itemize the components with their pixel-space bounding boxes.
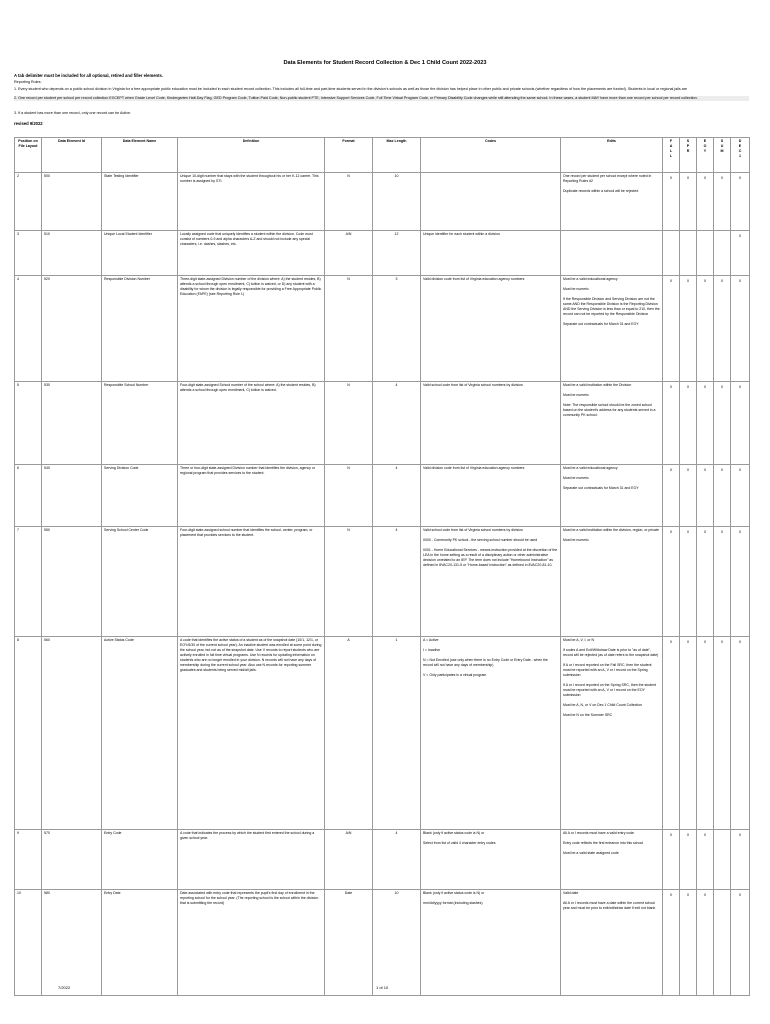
- edit-rule: If A or I record reported on the Fall SRC, then the student must be reported with an A, V or I record on the Spring submission: [563, 663, 652, 677]
- cell-format: Date: [325, 890, 373, 996]
- cell-position: 5: [15, 382, 42, 465]
- edit-rule: Must be numeric: [563, 287, 589, 291]
- flag-eoy: X: [697, 465, 714, 527]
- header-edits: Edits: [561, 138, 663, 173]
- cell-definition: Four-digit state-assigned School number of the school where: A) the student resides, B) attends a school through open enrollment, C) tuition is waived.: [178, 382, 325, 465]
- edit-rule: One record per student per school except where noted in Reporting Rules #2: [563, 174, 652, 183]
- cell-position: 10: [15, 890, 42, 996]
- table-header-row: [15, 138, 750, 173]
- flag-dec1: X: [731, 527, 750, 637]
- cell-max-length: 4: [373, 527, 421, 637]
- edit-rule: All A or I records must have a date within the current school year and must be prior to exit/withdraw date if exit not blank: [563, 901, 656, 910]
- delimiter-note: A tab delimiter must be included for all optional, retired and filler elements.: [14, 73, 163, 78]
- edit-rule: If codes A and Exit/Withdraw Date is prior to "as of date", record will be rejected (as of date refers to the snapshot date): [563, 648, 659, 657]
- footer-page-number: 1 of 10: [376, 985, 389, 990]
- flag-dec1: X: [731, 465, 750, 527]
- flag-eoy: X: [697, 382, 714, 465]
- edit-rule: Must be a valid educational agency: [563, 277, 618, 281]
- reporting-rule-3: 3. If a student has more than one record, only one record can be Active.: [14, 111, 132, 115]
- code-entry: Unique identifier for each student within a division: [423, 232, 500, 236]
- edit-rule: If the Responsible Division and Serving Division are not the same AND the Responsible Division is the Reporting Division AND the Serving Division is less than or equal to 210, then the record can not be reported by the Responsible Division: [563, 297, 660, 316]
- flag-sum: X: [714, 276, 731, 382]
- table-row: [15, 276, 750, 382]
- header-format: Format: [325, 138, 373, 173]
- flag-fall: X: [663, 890, 680, 996]
- flag-fall: X: [663, 276, 680, 382]
- flag-eoy: X: [697, 527, 714, 637]
- cell-element-name: Entry Date: [102, 890, 178, 996]
- table-row: [15, 465, 750, 527]
- cell-edits: [561, 637, 663, 830]
- edit-rule: Valid date: [563, 891, 579, 895]
- flag-fall: X: [663, 830, 680, 890]
- cell-element-name: Serving School Center Code: [102, 527, 178, 637]
- cell-definition: Locally assigned code that uniquely identifies a student within the division. Code must consist of numbers 0-9 and alpha characters A-Z and should not include any special characters, i.e. dashes, slashes, etc.: [178, 231, 325, 276]
- edit-rule: Must be a valid institution within the Division: [563, 383, 632, 387]
- revised-date: revised 9/2022: [14, 121, 43, 126]
- header-codes: Codes: [421, 138, 561, 173]
- edit-rule: Must be numeric: [563, 393, 589, 397]
- flag-eoy: X: [697, 173, 714, 231]
- edit-rule: Must be numeric: [563, 476, 589, 480]
- flag-eoy: X: [697, 276, 714, 382]
- flag-spr: X: [680, 830, 697, 890]
- flag-spr: X: [680, 890, 697, 996]
- reporting-rule-2: 2. One record per student per school per record collection EXCEPT when Grade Level Code, Kindergarten Half-Day Flag, GED Program Code, Tuition Paid Code, Non-public student PTE, Intensive Support Services Code, Full Time Virtual Program Code, or Primary Disability Code changes while still attending the same school. In these cases, a student MAY have more than one record per school per record collection.: [14, 96, 749, 101]
- code-entry: Valid division code from list of Virginia education agency numbers: [423, 466, 525, 470]
- header-sum: S U M: [714, 138, 731, 173]
- cell-definition: Three or four-digit state-assigned Division number that identifies the division, agency or regional program that provides services to the student.: [178, 465, 325, 527]
- flag-dec1: X: [731, 637, 750, 830]
- cell-max-length: 12: [373, 231, 421, 276]
- flag-spr: X: [680, 527, 697, 637]
- edit-rule: Entry code reflects the first entrance into this school: [563, 841, 644, 845]
- flag-fall: X: [663, 465, 680, 527]
- cell-element-name: Unique Local Student Identifier: [102, 231, 178, 276]
- cell-edits: [561, 231, 663, 276]
- flag-dec1: X: [731, 382, 750, 465]
- document-title: Data Elements for Student Record Collection & Dec 1 Child Count 2022-2023: [283, 60, 487, 66]
- flag-sum: X: [714, 637, 731, 830]
- cell-max-length: 4: [373, 382, 421, 465]
- header-element-name: Data Element Name: [102, 138, 178, 173]
- cell-format: N: [325, 382, 373, 465]
- header-fall: F A L L: [663, 138, 680, 173]
- edit-rule: Separate out contractuals for March 31 and EOY: [563, 322, 639, 326]
- cell-edits: [561, 527, 663, 637]
- cell-edits: [561, 830, 663, 890]
- flag-eoy: X: [697, 830, 714, 890]
- cell-codes: [421, 276, 561, 382]
- code-entry: Blank (only if active status code is N) or: [423, 891, 485, 895]
- cell-max-length: 4: [373, 830, 421, 890]
- cell-edits: [561, 382, 663, 465]
- cell-edits: [561, 276, 663, 382]
- flag-spr: X: [680, 276, 697, 382]
- code-entry: Valid school code from list of Virginia school numbers by division: [423, 383, 523, 387]
- header-eoy: E O Y: [697, 138, 714, 173]
- code-entry: N = Not Enrolled (use only when there is no Entry Code or Entry Date - when the record will not have any days of membership): [423, 658, 548, 667]
- cell-definition: A code that indicates the process by which the student first entered the school during a given school year.: [178, 830, 325, 890]
- cell-definition: Unique 10-digit number that stays with the student throughout his or her K-12 career. This number is assigned by STI.: [178, 173, 325, 231]
- edit-rule: If A or I record reported on the Spring SRC, then the student must be reported with an A, V or I record on the EOY submission: [563, 683, 656, 697]
- cell-codes: [421, 231, 561, 276]
- header-max-length: Max Length: [373, 138, 421, 173]
- header-position: Position on File Layout: [15, 138, 42, 173]
- cell-codes: [421, 637, 561, 830]
- flag-spr: X: [680, 637, 697, 830]
- cell-codes: [421, 890, 561, 996]
- flag-eoy: [697, 231, 714, 276]
- cell-position: 4: [15, 276, 42, 382]
- data-elements-table: [14, 137, 750, 996]
- flag-dec1: X: [731, 276, 750, 382]
- flag-sum: X: [714, 527, 731, 637]
- flag-dec1: X: [731, 173, 750, 231]
- flag-eoy: X: [697, 637, 714, 830]
- code-entry: mm/dd/yyyy format (including slashes): [423, 901, 483, 905]
- table-row: [15, 173, 750, 231]
- cell-position: 6: [15, 465, 42, 527]
- cell-element-name: Serving Division Code: [102, 465, 178, 527]
- cell-codes: [421, 830, 561, 890]
- cell-edits: [561, 890, 663, 996]
- table-row: [15, 527, 750, 637]
- cell-element-id: 570: [42, 830, 102, 890]
- cell-definition: Three-digit state-assigned Division number of the division where: A) the student resides, B) attends a school through open enrollment, C) tuition is waived, or D) any student with a disability for whom the division is legally responsible for providing a Free Appropriate Public Education (FAPE) (see Reporting Rule 1): [178, 276, 325, 382]
- edit-rule: Must be a valid institution within the division, region, or private: [563, 528, 659, 532]
- code-entry: 0001 - Home Educational Services - means instruction provided at the discretion of the LEA in the home setting as a result of a disciplinary action or other administrative decision unrelated to an IEP. The term does not include "Homebound Instruction" as defined in 8VAC20-131-5 or "Home-based Instruction" as defined in 8VAC20-81-10.: [423, 548, 558, 567]
- cell-max-length: 10: [373, 890, 421, 996]
- cell-element-id: 540: [42, 465, 102, 527]
- table-row: [15, 382, 750, 465]
- edit-rule: Separate out contractuals for March 31 and EOY: [563, 486, 639, 490]
- code-entry: Select from list of valid 4 character entry codes: [423, 841, 496, 845]
- flag-spr: X: [680, 173, 697, 231]
- flag-fall: X: [663, 637, 680, 830]
- flag-spr: [680, 231, 697, 276]
- flag-fall: X: [663, 173, 680, 231]
- flag-dec1: X: [731, 830, 750, 890]
- edit-rule: Must be N on the Summer SRC: [563, 713, 613, 717]
- code-entry: 0000 - Community PK school - the serving school number should be used: [423, 538, 538, 542]
- code-entry: I = Inactive: [423, 648, 441, 652]
- flag-spr: X: [680, 382, 697, 465]
- cell-max-length: 1: [373, 637, 421, 830]
- table-row: [15, 890, 750, 996]
- cell-format: N: [325, 465, 373, 527]
- reporting-rules-label: Reporting Rules:: [14, 80, 42, 84]
- cell-element-id: 520: [42, 276, 102, 382]
- flag-sum: X: [714, 465, 731, 527]
- header-spr: S P R: [680, 138, 697, 173]
- edit-rule: Must be a valid state assigned code: [563, 851, 619, 855]
- cell-max-length: 4: [373, 465, 421, 527]
- cell-element-id: 560: [42, 637, 102, 830]
- cell-format: N: [325, 527, 373, 637]
- code-entry: Valid school code from list of Virginia school numbers by division: [423, 528, 523, 532]
- flag-eoy: X: [697, 890, 714, 996]
- edit-rule: Must be A, N, or V on Dec 1 Child Count Collection: [563, 703, 642, 707]
- cell-element-name: Responsible Division Number: [102, 276, 178, 382]
- cell-element-id: 580: [42, 890, 102, 996]
- footer-date: 7/2022: [58, 985, 71, 990]
- header-element-id: Data Element Id: [42, 138, 102, 173]
- cell-position: 3: [15, 231, 42, 276]
- cell-format: A/N: [325, 830, 373, 890]
- edit-rule: Must be A, V, I, or N: [563, 638, 594, 642]
- reporting-rule-1: 1. Every student who depends on a public school division in Virginia for a free appropriate public education must be included in each student record collection. This includes all full-time and part-time students served in the division's schools as well as those the division has helped place in other public and private schools (whether regardless of how the placements are funded). Students in local or regional jails are: [14, 87, 688, 91]
- cell-max-length: 10: [373, 173, 421, 231]
- cell-position: 7: [15, 527, 42, 637]
- code-entry: A = Active: [423, 638, 439, 642]
- cell-element-name: Entry Code: [102, 830, 178, 890]
- cell-format: A/N: [325, 231, 373, 276]
- flag-sum: X: [714, 382, 731, 465]
- flag-sum: [714, 830, 731, 890]
- flag-fall: [663, 231, 680, 276]
- flag-dec1: X: [731, 890, 750, 996]
- edit-rule: Must be a valid educational agency: [563, 466, 618, 470]
- cell-max-length: 3: [373, 276, 421, 382]
- cell-position: 8: [15, 637, 42, 830]
- cell-element-id: 550: [42, 527, 102, 637]
- cell-element-name: Active Status Code: [102, 637, 178, 830]
- flag-dec1: X: [731, 231, 750, 276]
- cell-codes: [421, 382, 561, 465]
- flag-fall: X: [663, 527, 680, 637]
- cell-position: 2: [15, 173, 42, 231]
- cell-format: A: [325, 637, 373, 830]
- cell-element-id: 510: [42, 231, 102, 276]
- code-entry: Valid division code from list of Virginia education agency numbers: [423, 277, 525, 281]
- flag-spr: X: [680, 465, 697, 527]
- cell-definition: A code that identifies the active status of a student as of the snapshot date (10/1, 12/1, or EOY/6/30 of the current school year). An inactive student was enrolled at some point during the school year, but not as of the snapshot date. Use V records to report students who are actively enrolled in full time virtual programs. Use N records for updating information on students who are no longer enrolled in your division. N records will not have any days of membership during the current school year. Also use N records for reporting summer graduates and students being served mid/all jails.: [178, 637, 325, 830]
- header-definition: Definition: [178, 138, 325, 173]
- code-entry: Blank (only if active status code is N) or: [423, 831, 485, 835]
- edit-rule: Note: The responsible school should be the zoned school based on the student's address for any students served in a community PK school.: [563, 403, 656, 417]
- cell-codes: [421, 173, 561, 231]
- cell-definition: Four-digit state-assigned school number that identifies the school, center, program, or placement that provides services to the student.: [178, 527, 325, 637]
- edit-rule: All A or I records must have a valid entry code: [563, 831, 635, 835]
- edit-rule: Duplicate records within a school will be rejected: [563, 189, 639, 193]
- header-dec1: D E C 1: [731, 138, 750, 173]
- flag-sum: [714, 231, 731, 276]
- cell-definition: Date associated with entry code that represents the pupil's first day of enrollment in the reporting school for the school year. (The reporting school is the school within the division that is submitting the record): [178, 890, 325, 996]
- flag-sum: X: [714, 173, 731, 231]
- table-row: [15, 637, 750, 830]
- cell-element-name: Responsible School Number: [102, 382, 178, 465]
- cell-codes: [421, 527, 561, 637]
- cell-codes: [421, 465, 561, 527]
- table-row: [15, 231, 750, 276]
- cell-element-name: State Testing Identifier: [102, 173, 178, 231]
- cell-element-id: 530: [42, 382, 102, 465]
- cell-edits: [561, 465, 663, 527]
- flag-fall: X: [663, 382, 680, 465]
- edit-rule: Must be numeric: [563, 538, 589, 542]
- cell-format: N: [325, 173, 373, 231]
- cell-format: N: [325, 276, 373, 382]
- code-entry: V = Only participates in a virtual program: [423, 673, 487, 677]
- cell-edits: [561, 173, 663, 231]
- cell-position: 9: [15, 830, 42, 890]
- table-row: [15, 830, 750, 890]
- flag-sum: [714, 890, 731, 996]
- cell-element-id: 500: [42, 173, 102, 231]
